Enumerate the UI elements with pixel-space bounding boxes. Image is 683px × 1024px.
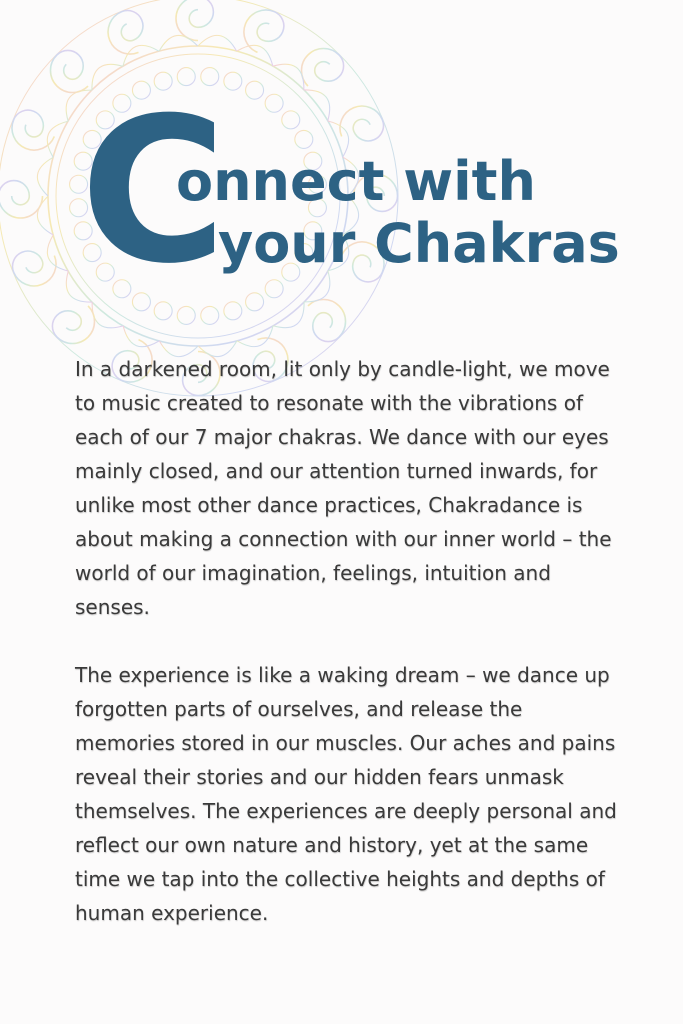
body-text xyxy=(75,352,620,964)
page-title-line-2: your Chakras xyxy=(218,212,620,275)
title-initial: C xyxy=(80,75,227,308)
page-title-line-1: onnect with xyxy=(176,150,536,213)
paragraph-1: In a darkened room, lit only by candle-light, we move to music created to resonate with the vibrations of each of our 7 major chakras. We dance with our eyes mainly closed, and our attention turned inwards, for unlike most other dance practices, Chakradance is about making a connection with our inner world – the world of our imagination, feelings, intuition and senses. xyxy=(75,357,612,619)
paragraph-2: The experience is like a waking dream – we dance up forgotten parts of ourselves, and release the memories stored in our muscles. Our aches and pains reveal their stories and our hidden fears unmask themselves. The experiences are deeply personal and reflect our own nature and history, yet at the same time we tap into the collective heights and depths of human experience. xyxy=(75,663,617,925)
